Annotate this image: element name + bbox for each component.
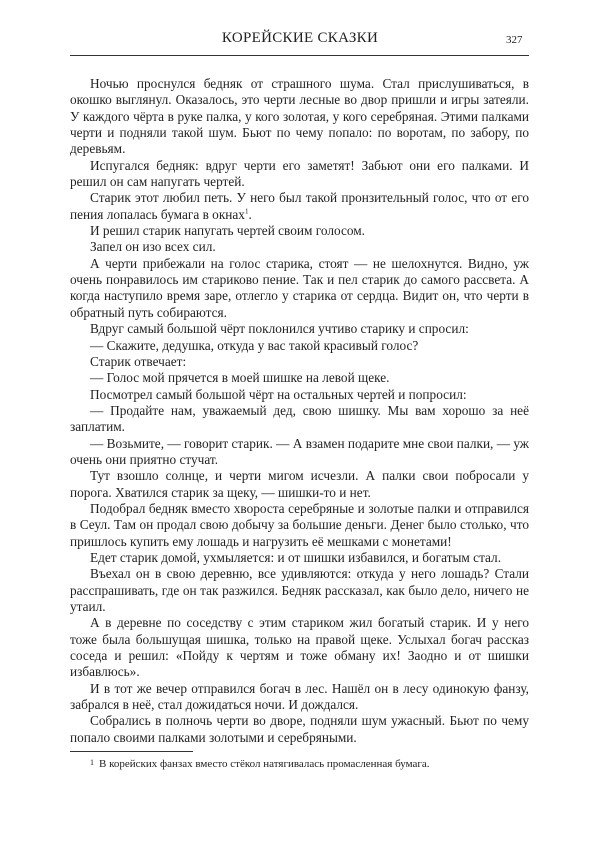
paragraph: А черти прибежали на голос старика, стоят — не шелохнутся. Видно, уж очень понравилось им стариково пение. Так и пел старик до самого рассвета. А когда наступило время заре, отлегло у старика от сердца. Видит он, что черти в обратный путь собираются. [70, 255, 529, 320]
running-header-title: КОРЕЙСКИЕ СКАЗКИ [221, 30, 379, 46]
page-number: 327 [506, 34, 523, 46]
footnote-rule [70, 751, 193, 752]
paragraph: Тут взошло солнце, и черти мигом исчезли. А палки свои побросали у порога. Хватился старик за щеку, — шишки-то и нет. [70, 468, 529, 500]
paragraph: Собрались в полночь черти во дворе, подняли шум ужасный. Бьют по чему попало своими палками золотыми и серебряными. [70, 713, 529, 745]
dialogue-line: — Продайте нам, уважаемый дед, свою шишку. Мы вам хорошо за неё заплатим. [70, 402, 529, 435]
footnote-text: В корейских фанзах вместо стёкол натягивалась промасленная бумага. [99, 758, 430, 770]
footnote-number: 1 [90, 758, 94, 767]
paragraph: Посмотрел самый большой чёрт на остальных чертей и попросил: [90, 386, 467, 402]
dialogue-line: — Скажите, дедушка, откуда у вас такой красивый голос? [90, 337, 419, 353]
footnote-reference[interactable]: 1 [244, 207, 249, 216]
paragraph: Подобрал бедняк вместо хворостa серебряные и золотые палки и отправился в Сеул. Там он продал свою добычу за большие деньги. Денег было столько, что пришлось купить ему лошадь и нагрузить её мешками с монетами! [70, 500, 529, 549]
paragraph: А в деревне по соседству с этим стариком жил богатый старик. И у него тоже была большущая шишка, только на правой щеке. Услыхал богач рассказ соседа и решил: «Пойду к чертям и тоже обману их! Заодно и от шишки избавлюсь». [70, 615, 529, 680]
paragraph: И решил старик напугать чертей своим голосом. [90, 223, 365, 239]
paragraph: Въехал он в свою деревню, все удивляются: откуда у него лошадь? Стали расспрашивать, где он так разжился. Бедняк рассказал, как было дело, ничего не утаил. [70, 566, 529, 614]
paragraph: Вдруг самый большой чёрт поклонился учтиво старику и спросил: [90, 321, 469, 337]
paragraph: Испугался бедняк: вдруг черти его заметят! Забьют они его палками. И решил он сам напугать чертей. [70, 157, 529, 190]
paragraph-text: Старик этот любил петь. У него был такой пронзительный голос, что от его пения лопалась бумага в окнах [70, 190, 529, 222]
dialogue-line: — Возьмите, — говорит старик. — А взамен подарите мне свои палки, — уж очень они приятно стучат. [70, 435, 529, 467]
paragraph: Старик отвечает: [90, 353, 187, 369]
header-rule [70, 55, 529, 56]
paragraph: И в тот же вечер отправился богач в лес. Нашёл он в лесу одинокую фанзу, забрался в неё, стал дожидаться ночи. И дождался. [70, 680, 529, 713]
paragraph: Едет старик домой, ухмыляется: и от шишки избавился, и богатым стал. [90, 549, 502, 565]
paragraph: Старик этот любил петь. У него был такой пронзительный голос, что от его пения лопалась бумага в окнах$^1$. [70, 190, 529, 222]
dialogue-line: — Голос мой прячется в моей шишке на левой щеке. [90, 370, 390, 386]
footnote [70, 756, 529, 771]
paragraph: Запел он изо всех сил. [90, 239, 216, 255]
paragraph: Ночью проснулся бедняк от страшного шума. Стал прислушиваться, в окошко выглянул. Оказалось, это черти лесные во двор пришли и игры затеяли. У каждого чёрта в руке палка, у кого золотая, у кого серебряная. Этими палками черти и подняли такой шум. Бьют по чему попало: по воротам, по забору, по деревьям. [70, 76, 529, 157]
body-text [70, 76, 529, 746]
